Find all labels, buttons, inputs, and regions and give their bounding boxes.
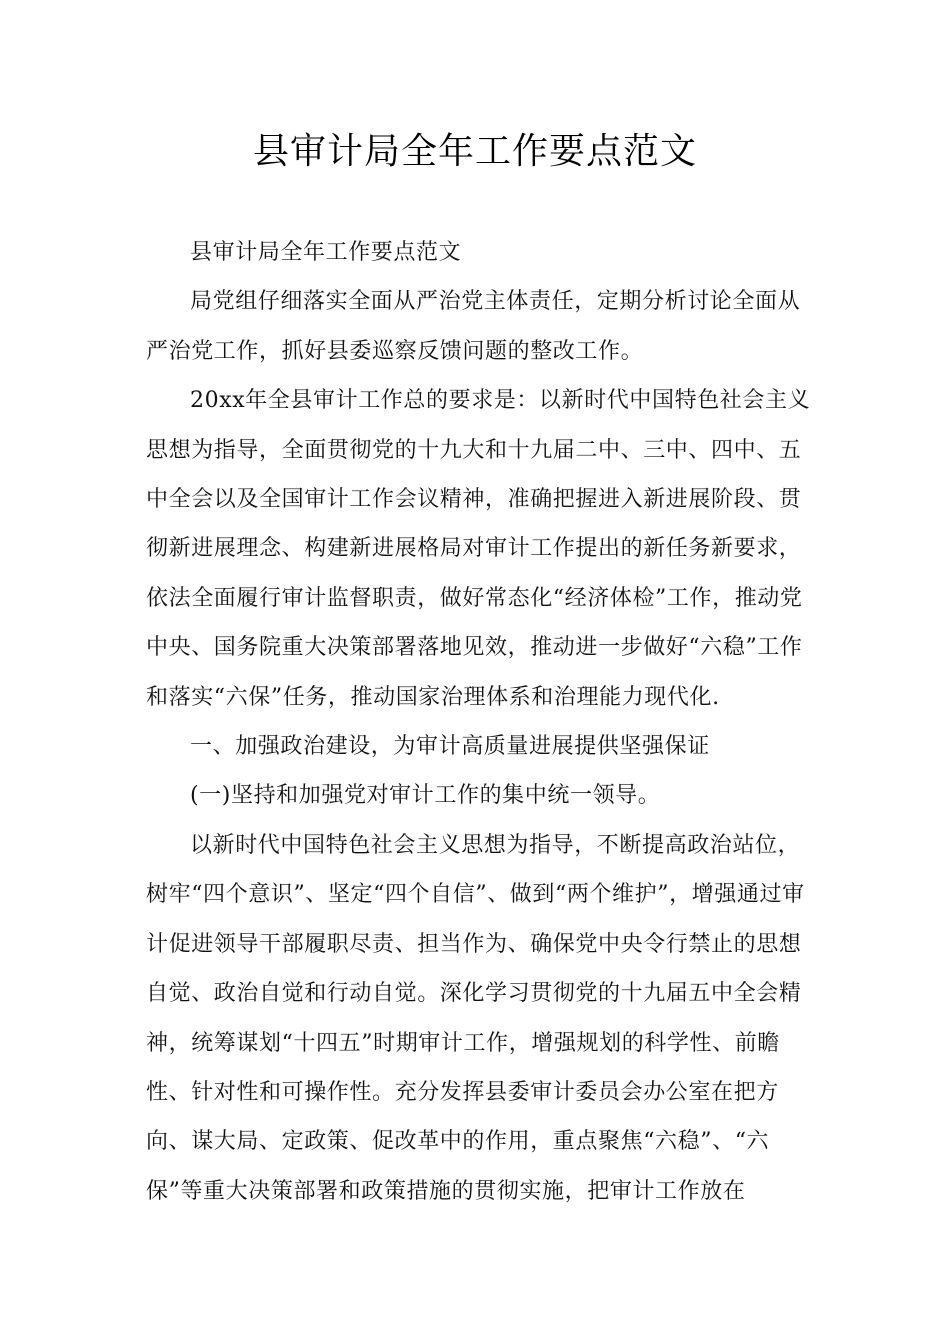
paragraph-subtitle: 县审计局全年工作要点范文 xyxy=(190,240,462,265)
document-title: 县审计局全年工作要点范文 xyxy=(252,131,697,172)
paragraph-party-responsibility: 局党组仔细落实全面从严治党主体责任，定期分析讨论全面从严治党工作，抓好县委巡察反馈问题的整改工作。 xyxy=(146,289,801,364)
subsection-heading-1: (一)坚持和加强党对审计工作的集中统一领导。 xyxy=(190,783,661,809)
paragraph-political-stance: 以新时代中国特色社会主义思想为指导，不断提高政治站位，树牢“四个意识”、坚定“四个自信”、做到“两个维护”，增强通过审计促进领导干部履职尽责、担当作为、确保党中央令行禁止的思想自觉、政治自觉和行动自觉。深化学习贯彻党的十九届五中全会精神，统筹谋划“十四五”时期审计工作，增强规划的科学性、前瞻性、针对性和可操作性。充分发挥县委审计委员会办公室在把方向、谋大局、定政策、促改革中的作用，重点聚焦“六稳”、“六保”等重大决策部署和政策措施的贯彻实施，把审计工作放在 xyxy=(146,832,805,1204)
paragraph-annual-requirements: 20xx年全县审计工作总的要求是：以新时代中国特色社会主义思想为指导，全面贯彻党的十九大和十九届二中、三中、四中、五中全会以及全国审计工作会议精神，准确把握进入新进展阶段、贯彻新进展理念、构建新进展格局对审计工作提出的新任务新要求，依法全面履行审计监督职责，做好常态化“经济体检”工作，推动党中央、国务院重大决策部署落地见效，推动进一步做好“六稳”工作和落实“六保”任务，推动国家治理体系和治理能力现代化. xyxy=(146,388,811,710)
section-heading-1: 一、加强政治建设，为审计高质量进展提供坚强保证 xyxy=(190,734,710,760)
document-body xyxy=(146,228,822,1216)
